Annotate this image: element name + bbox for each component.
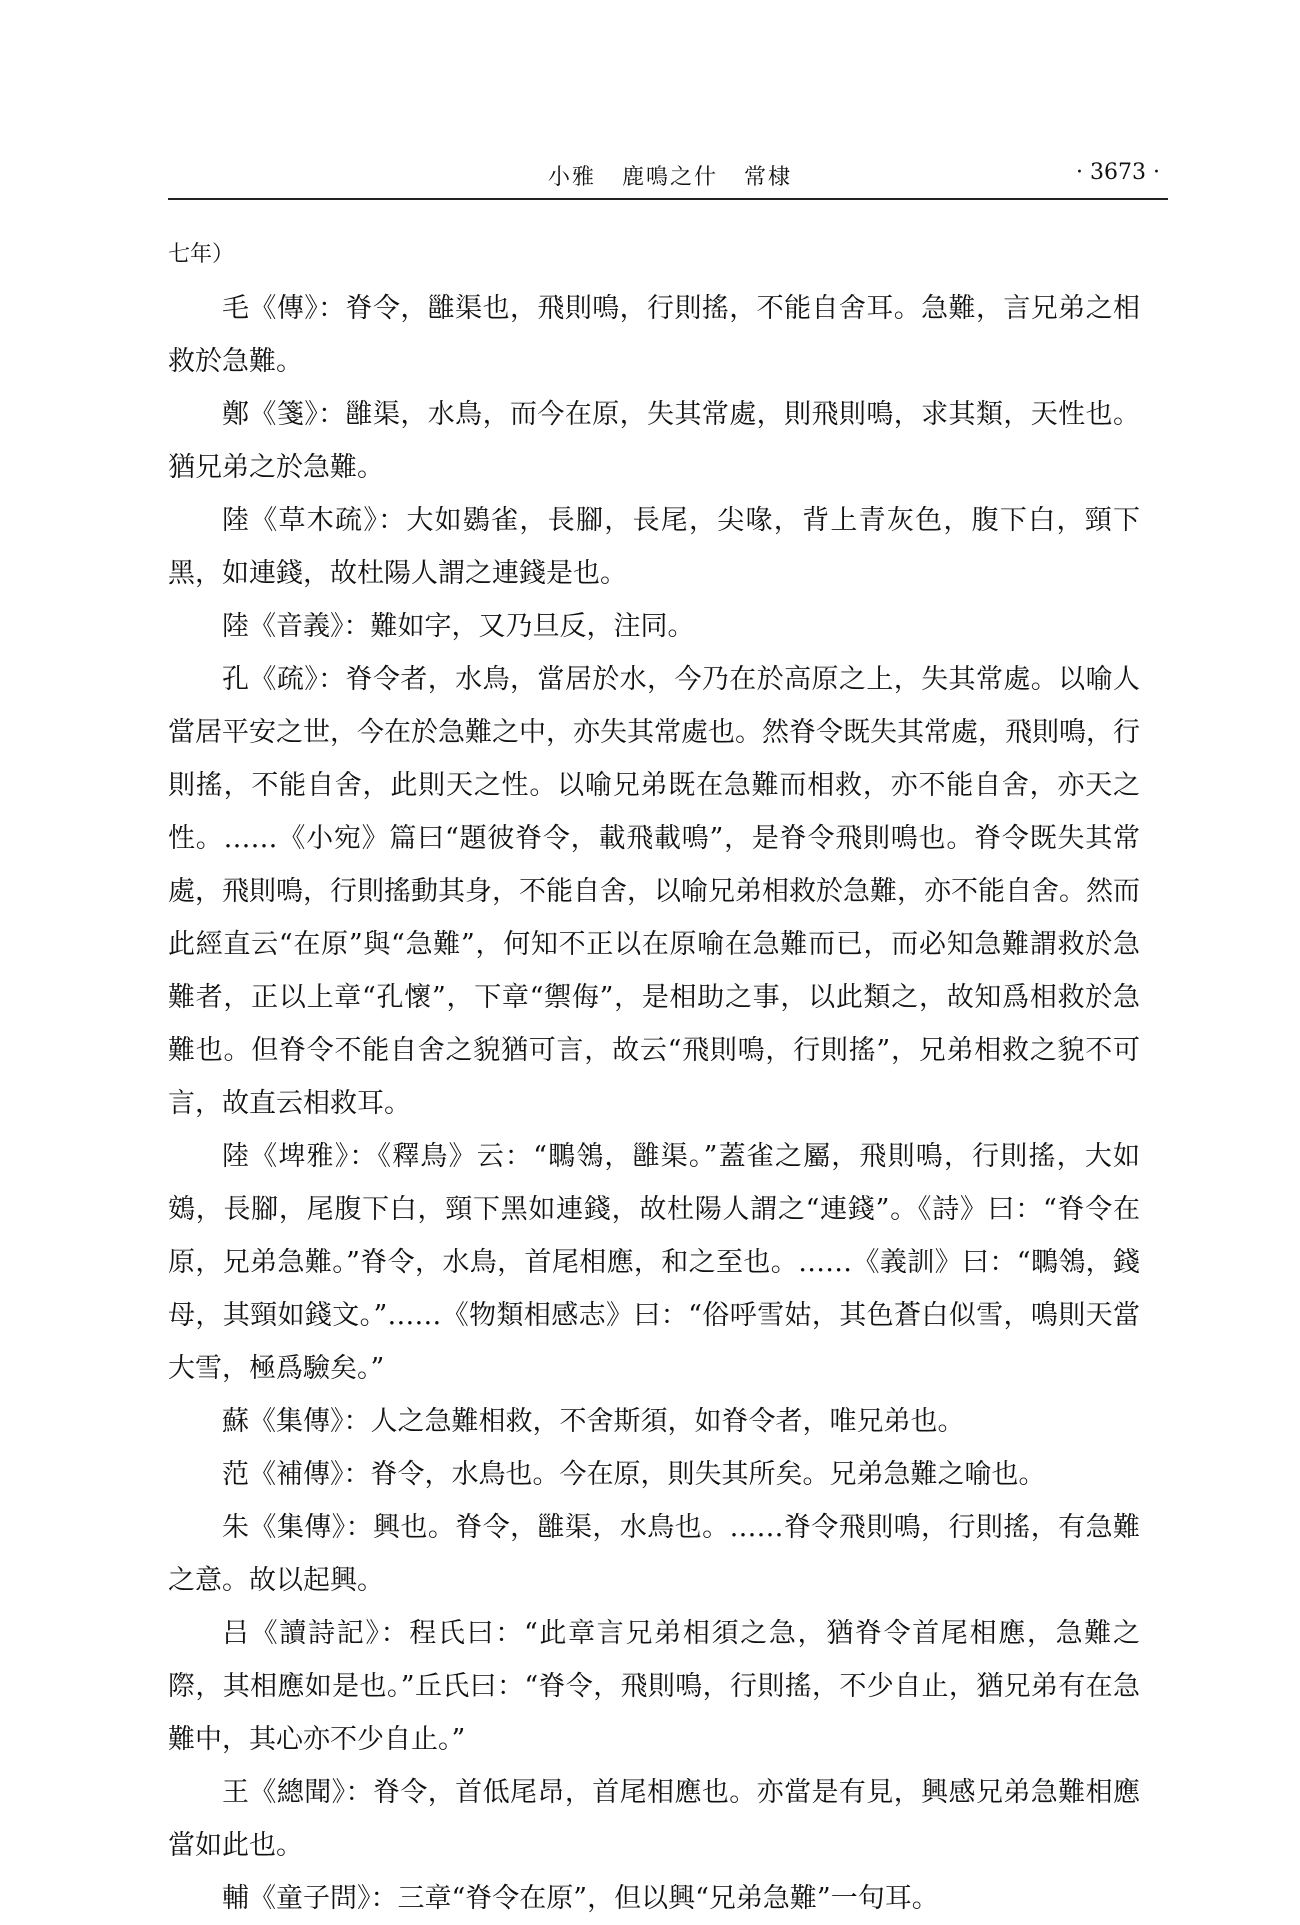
subsection-name: 鹿鳴之什 <box>622 165 719 190</box>
paragraph-mao-zhuan: 毛《傳》：脊令，雝渠也，飛則鳴，行則搖，不能自舍耳。急難，言兄弟之相救於急難。 <box>168 293 1140 377</box>
paragraph-fan-buzhuan: 范《補傳》：脊令，水鳥也。今在原，則失其所矣。兄弟急難之喻也。 <box>222 1459 1046 1490</box>
page-number: · 3673 · <box>1076 160 1160 185</box>
section-name: 小雅 <box>548 165 597 190</box>
poem-name: 常棣 <box>744 165 793 190</box>
body-text <box>168 240 1140 1925</box>
running-head <box>168 160 1168 196</box>
paragraph-su-jizhuan: 蘇《集傳》：人之急難相救，不舍斯須，如脊令者，唯兄弟也。 <box>222 1406 965 1437</box>
paragraph-lu-yinyi: 陸《音義》：難如字，又乃旦反，注同。 <box>222 611 695 642</box>
paragraph-kong-shu: 孔《疏》：脊令者，水鳥，當居於水，今乃在於高原之上，失其常處。以喻人當居平安之世，今在於急難之中，亦失其常處也。然脊令既失其常處，飛則鳴，行則搖，不能自舍，此則天之性。以喻兄弟既在急難而相救，亦不能自舍，亦天之性。……《小宛》篇曰“題彼脊令，載飛載鳴”，是脊令飛則鳴也。脊令既失其常處，飛則鳴，行則搖動其身，不能自舍，以喻兄弟相救於急難，亦不能自舍。然而此經直云“在原”與“急難”，何知不正以在原喻在急難而已，而必知急難謂救於急難者，正以上章“孔懷”，下章“禦侮”，是相助之事，以此類之，故知爲相救於急難也。但脊令不能自舍之貌猶可言，故云“飛則鳴，行則搖”，兄弟相救之貌不可言，故直云相救耳。 <box>168 664 1140 1119</box>
paragraph-zhu-jizhuan: 朱《集傳》：興也。脊令，雝渠，水鳥也。……脊令飛則鳴，行則搖，有急難之意。故以起興。 <box>168 1512 1140 1596</box>
paragraph-lu-caomushu: 陸《草木疏》：大如鷃雀，長腳，長尾，尖喙，背上青灰色，腹下白，頸下黑，如連錢，故杜陽人謂之連錢是也。 <box>168 505 1140 589</box>
running-title <box>548 160 818 191</box>
header-rule <box>168 198 1168 200</box>
paragraph-zheng-jian: 鄭《箋》：雝渠，水鳥，而今在原，失其常處，則飛則鳴，求其類，天性也。猶兄弟之於急難。 <box>168 399 1140 483</box>
paragraph-lu-piya: 陸《埤雅》：《釋鳥》云：“䳭鴒，雝渠。”蓋雀之屬，飛則鳴，行則搖，大如鴳，長腳，尾腹下白，頸下黑如連錢，故杜陽人謂之“連錢”。《詩》曰：“脊令在原，兄弟急難。”脊令，水鳥，首尾相應，和之至也。……《義訓》曰：“䳭鴒，錢母，其頸如錢文。”……《物類相感志》曰：“俗呼雪姑，其色蒼白似雪，鳴則天當大雪，極爲驗矣。” <box>168 1141 1140 1384</box>
paragraph-lu-dushiji: 吕《讀詩記》：程氏曰：“此章言兄弟相須之急，猶脊令首尾相應，急難之際，其相應如是也。”丘氏曰：“脊令，飛則鳴，行則搖，不少自止，猶兄弟有在急難中，其心亦不少自止。” <box>168 1618 1140 1755</box>
continuation-line: 七年） <box>168 242 235 267</box>
paragraph-wang-zongwen: 王《總聞》：脊令，首低尾昂，首尾相應也。亦當是有見，興感兄弟急難相應當如此也。 <box>168 1777 1140 1861</box>
paragraph-fu-tongziwen: 輔《童子問》：三章“脊令在原”，但以興“兄弟急難”一句耳。 <box>222 1883 939 1914</box>
